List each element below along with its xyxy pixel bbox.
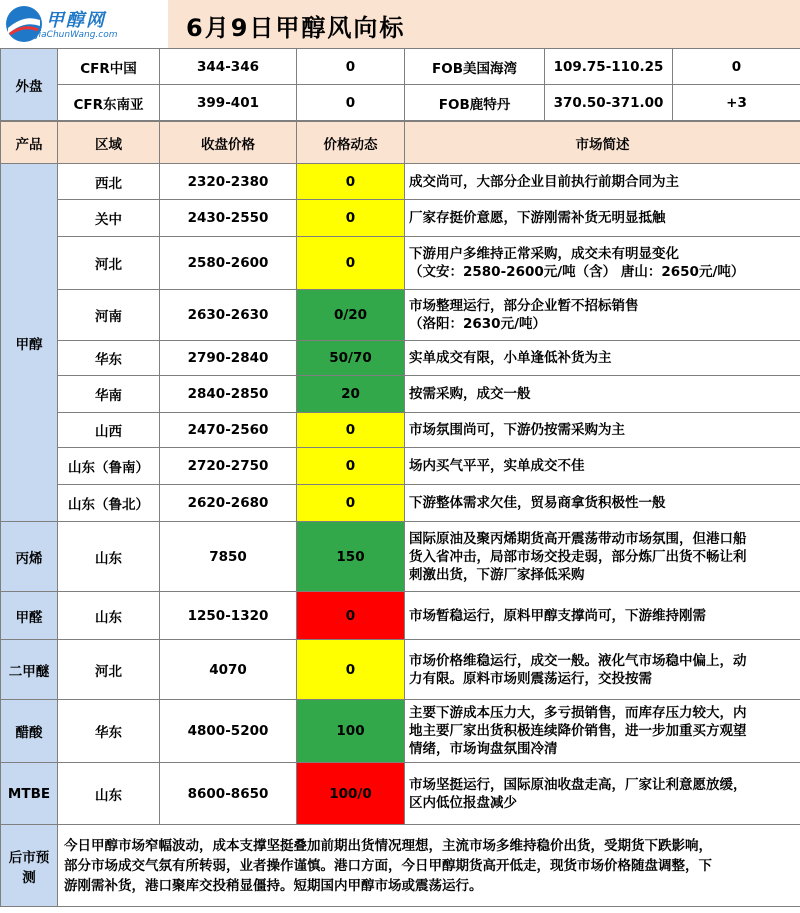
price-cell: 4800-5200: [160, 700, 297, 763]
price-cell: 2720-2750: [160, 448, 297, 485]
table-row: [1, 164, 800, 200]
price-cell: 2580-2600: [160, 237, 297, 290]
table-row: [1, 522, 800, 592]
change-cell: 100: [297, 700, 405, 763]
summary-line: 国际原油及聚丙烯期货高开震荡带动市场氛围，但港口船: [409, 530, 747, 547]
external-table: [0, 48, 800, 121]
region-cell: 华南: [58, 376, 160, 413]
summary-line: 刺激出货，下游厂家择低采购: [409, 566, 585, 583]
external-name2: FOB鹿特丹: [405, 85, 545, 121]
page-title: 6月9日甲醇风向标: [186, 14, 406, 42]
col-product: 产品: [1, 122, 58, 164]
region-cell: 山东（鲁南）: [58, 448, 160, 485]
external-row: [1, 85, 800, 121]
region-cell: 山东: [58, 522, 160, 592]
summary-line: 区内低位报盘减少: [409, 794, 517, 811]
summary-cell: [405, 164, 800, 200]
external-range1: 344-346: [160, 49, 297, 85]
summary-line: 市场暂稳运行，原料甲醇支撑尚可，下游维持刚需: [409, 607, 706, 624]
external-row: [1, 49, 800, 85]
summary-line: 实单成交有限，小单逢低补货为主: [409, 350, 612, 366]
col-change: 价格动态: [297, 122, 405, 164]
summary-line: （文安：2580-2600元/吨（含） 唐山：2650元/吨）: [409, 264, 745, 280]
price-cell: 4070: [160, 640, 297, 700]
region-cell: 华东: [58, 341, 160, 376]
forecast-row: [1, 825, 800, 907]
external-name1: CFR中国: [58, 49, 160, 85]
change-cell: 20: [297, 376, 405, 413]
price-cell: 8600-8650: [160, 763, 297, 825]
summary-line: 主要下游成本压力大，多亏损销售，而库存压力较大，内: [409, 705, 747, 721]
col-region: 区域: [58, 122, 160, 164]
change-cell: 0: [297, 485, 405, 522]
summary-cell: [405, 485, 800, 522]
product-name: 甲醛: [1, 592, 58, 640]
forecast-line: 部分市场成交气氛有所转弱，业者操作谨慎。港口方面，今日甲醇期货高开低走，现货市场价格随盘调整，下: [64, 857, 712, 874]
product-name: MTBE: [1, 763, 58, 825]
change-cell: 0: [297, 200, 405, 237]
region-cell: 山西: [58, 413, 160, 448]
summary-line: 情绪，市场询盘氛围冷清: [409, 741, 558, 757]
summary-cell: [405, 763, 800, 825]
price-cell: 2620-2680: [160, 485, 297, 522]
summary-line: 按需采购，成交一般: [409, 386, 531, 402]
region-cell: 河北: [58, 237, 160, 290]
product-name: 醋酸: [1, 700, 58, 763]
summary-cell: [405, 640, 800, 700]
table-row: [1, 763, 800, 825]
table-row: [1, 376, 800, 413]
change-cell: 0: [297, 640, 405, 700]
summary-line: （洛阳：2630元/吨）: [409, 316, 547, 332]
title-area: [168, 0, 800, 48]
table-row: [1, 448, 800, 485]
summary-cell: [405, 413, 800, 448]
change-cell: 100/0: [297, 763, 405, 825]
region-cell: 西北: [58, 164, 160, 200]
summary-cell: [405, 341, 800, 376]
summary-cell: [405, 700, 800, 763]
product-name: 甲醇: [1, 164, 58, 522]
summary-line: 下游整体需求欠佳，贸易商拿货积极性一般: [409, 495, 666, 511]
forecast-text: [58, 825, 800, 907]
summary-line: 下游用户多维持正常采购，成交未有明显变化: [409, 246, 679, 262]
change-cell: 0: [297, 164, 405, 200]
logo: [0, 0, 168, 48]
col-price: 收盘价格: [160, 122, 297, 164]
external-name2: FOB美国海湾: [405, 49, 545, 85]
product-name: 二甲醚: [1, 640, 58, 700]
summary-line: 力有限。原料市场则震荡运行，交投按需: [409, 670, 652, 687]
change-cell: 0: [297, 413, 405, 448]
price-cell: 2840-2850: [160, 376, 297, 413]
external-range2: 370.50-371.00: [545, 85, 673, 121]
change-cell: 50/70: [297, 341, 405, 376]
external-label: 外盘: [1, 49, 58, 121]
table-row: [1, 200, 800, 237]
summary-line: 货入省冲击，局部市场交投走弱，部分炼厂出货不畅让利: [409, 548, 747, 565]
region-cell: 关中: [58, 200, 160, 237]
logo-url: JiaChunWang.com: [36, 30, 118, 40]
table-row: [1, 700, 800, 763]
summary-line: 厂家存挺价意愿，下游刚需补货无明显抵触: [409, 210, 666, 226]
summary-cell: [405, 448, 800, 485]
summary-cell: [405, 592, 800, 640]
table-row: [1, 237, 800, 290]
change-cell: 0: [297, 237, 405, 290]
header: [0, 0, 800, 49]
region-cell: 华东: [58, 700, 160, 763]
main-table: [0, 121, 800, 907]
price-cell: 2630-2630: [160, 290, 297, 341]
summary-line: 市场坚挺运行，国际原油收盘走高，厂家让利意愿放缓，: [409, 776, 747, 793]
table-row: [1, 413, 800, 448]
price-cell: 2790-2840: [160, 341, 297, 376]
change-cell: 0: [297, 448, 405, 485]
forecast-label: 后市预测: [1, 825, 58, 907]
summary-cell: [405, 290, 800, 341]
summary-line: 市场整理运行，部分企业暂不招标销售: [409, 298, 639, 314]
table-row: [1, 592, 800, 640]
external-name1: CFR东南亚: [58, 85, 160, 121]
region-cell: 河北: [58, 640, 160, 700]
table-row: [1, 341, 800, 376]
summary-line: 市场氛围尚可，下游仍按需采购为主: [409, 422, 625, 438]
header-row: [1, 122, 800, 164]
summary-line: 场内买气平平，实单成交不佳: [409, 458, 585, 474]
summary-line: 成交尚可，大部分企业目前执行前期合同为主: [409, 173, 679, 190]
table-row: [1, 290, 800, 341]
forecast-line: 今日甲醇市场窄幅波动，成本支撑坚挺叠加前期出货情况理想，主流市场多维持稳价出货，受期货下跌影响，: [64, 837, 712, 854]
summary-cell: [405, 376, 800, 413]
region-cell: 河南: [58, 290, 160, 341]
price-cell: 2470-2560: [160, 413, 297, 448]
price-cell: 2320-2380: [160, 164, 297, 200]
region-cell: 山东（鲁北）: [58, 485, 160, 522]
external-chg2: +3: [673, 85, 800, 121]
external-range1: 399-401: [160, 85, 297, 121]
region-cell: 山东: [58, 763, 160, 825]
change-cell: 0: [297, 592, 405, 640]
table-row: [1, 640, 800, 700]
summary-line: 地主要厂家出货积极连续降价销售，进一步加重买方观望: [409, 723, 747, 739]
external-chg1: 0: [297, 49, 405, 85]
external-chg2: 0: [673, 49, 800, 85]
col-summary: 市场简述: [405, 122, 800, 164]
logo-text: 甲醇网: [46, 10, 106, 31]
summary-cell: [405, 200, 800, 237]
summary-line: 市场价格维稳运行，成交一般。液化气市场稳中偏上，动: [409, 652, 747, 669]
region-cell: 山东: [58, 592, 160, 640]
forecast-line: 游刚需补货，港口聚库交投稍显僵持。短期国内甲醇市场或震荡运行。: [64, 877, 483, 894]
price-cell: 7850: [160, 522, 297, 592]
price-cell: 2430-2550: [160, 200, 297, 237]
change-cell: 0/20: [297, 290, 405, 341]
external-range2: 109.75-110.25: [545, 49, 673, 85]
external-chg1: 0: [297, 85, 405, 121]
summary-cell: [405, 522, 800, 592]
summary-cell: [405, 237, 800, 290]
price-cell: 1250-1320: [160, 592, 297, 640]
product-name: 丙烯: [1, 522, 58, 592]
change-cell: 150: [297, 522, 405, 592]
table-row: [1, 485, 800, 522]
